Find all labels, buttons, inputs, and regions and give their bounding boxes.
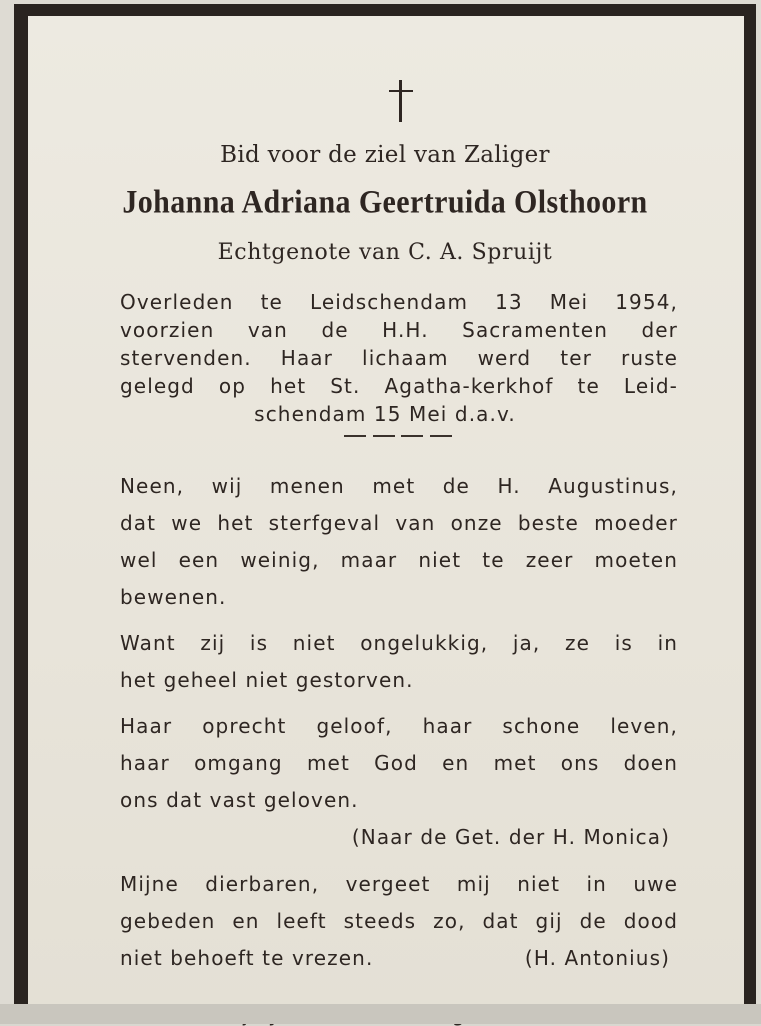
death-notice-line: stervenden. Haar lichaam werd ter ruste [120, 346, 678, 370]
quote-line: Neen, wij menen met de H. Augustinus, [120, 474, 678, 498]
quote-line: wel een weinig, maar niet te zeer moeten [120, 548, 678, 572]
quote-line: het geheel niet gestorven. [120, 668, 414, 692]
latin-cross-icon [387, 80, 415, 122]
quote-line: bewenen. [120, 585, 227, 609]
death-notice-line: gelegd op het St. Agatha-kerkhof te Leid- [120, 374, 678, 398]
death-notice-line: Overleden te Leidschendam 13 Mei 1954, [120, 290, 678, 314]
quote-line: Want zij is niet ongelukkig, ja, ze is in [120, 631, 678, 655]
quote-line: Mijne dierbaren, vergeet mij niet in uwe [120, 872, 678, 896]
attribution-antonius: (H. Antonius) [524, 946, 670, 970]
quote-line: ons dat vast geloven. [120, 788, 359, 812]
attribution-monica: (Naar de Get. der H. Monica) [351, 825, 670, 849]
quote-line: haar omgang met God en met ons doen [120, 751, 678, 775]
card-paper [28, 16, 744, 1012]
spouse-line: Echtgenote van C. A. Spruijt [217, 240, 553, 265]
death-notice-line: schendam 15 Mei d.a.v. [254, 402, 516, 426]
death-notice-line: voorzien van de H.H. Sacramenten der [120, 318, 678, 342]
quote-line: Haar oprecht geloof, haar schone leven, [120, 714, 678, 738]
memorial-card [14, 4, 756, 1012]
quote-line: dat we het sterfgeval van onze beste moeder [120, 511, 678, 535]
scanner-edge [0, 1004, 761, 1024]
deceased-name: Johanna Adriana Geertruida Olsthoorn [122, 184, 648, 221]
quote-line: niet behoeft te vrezen. [120, 946, 374, 970]
prayer-heading: Bid voor de ziel van Zaliger [220, 142, 550, 168]
quote-line: gebeden en leeft steeds zo, dat gij de dood [120, 909, 678, 933]
separator-dashes [344, 435, 452, 437]
